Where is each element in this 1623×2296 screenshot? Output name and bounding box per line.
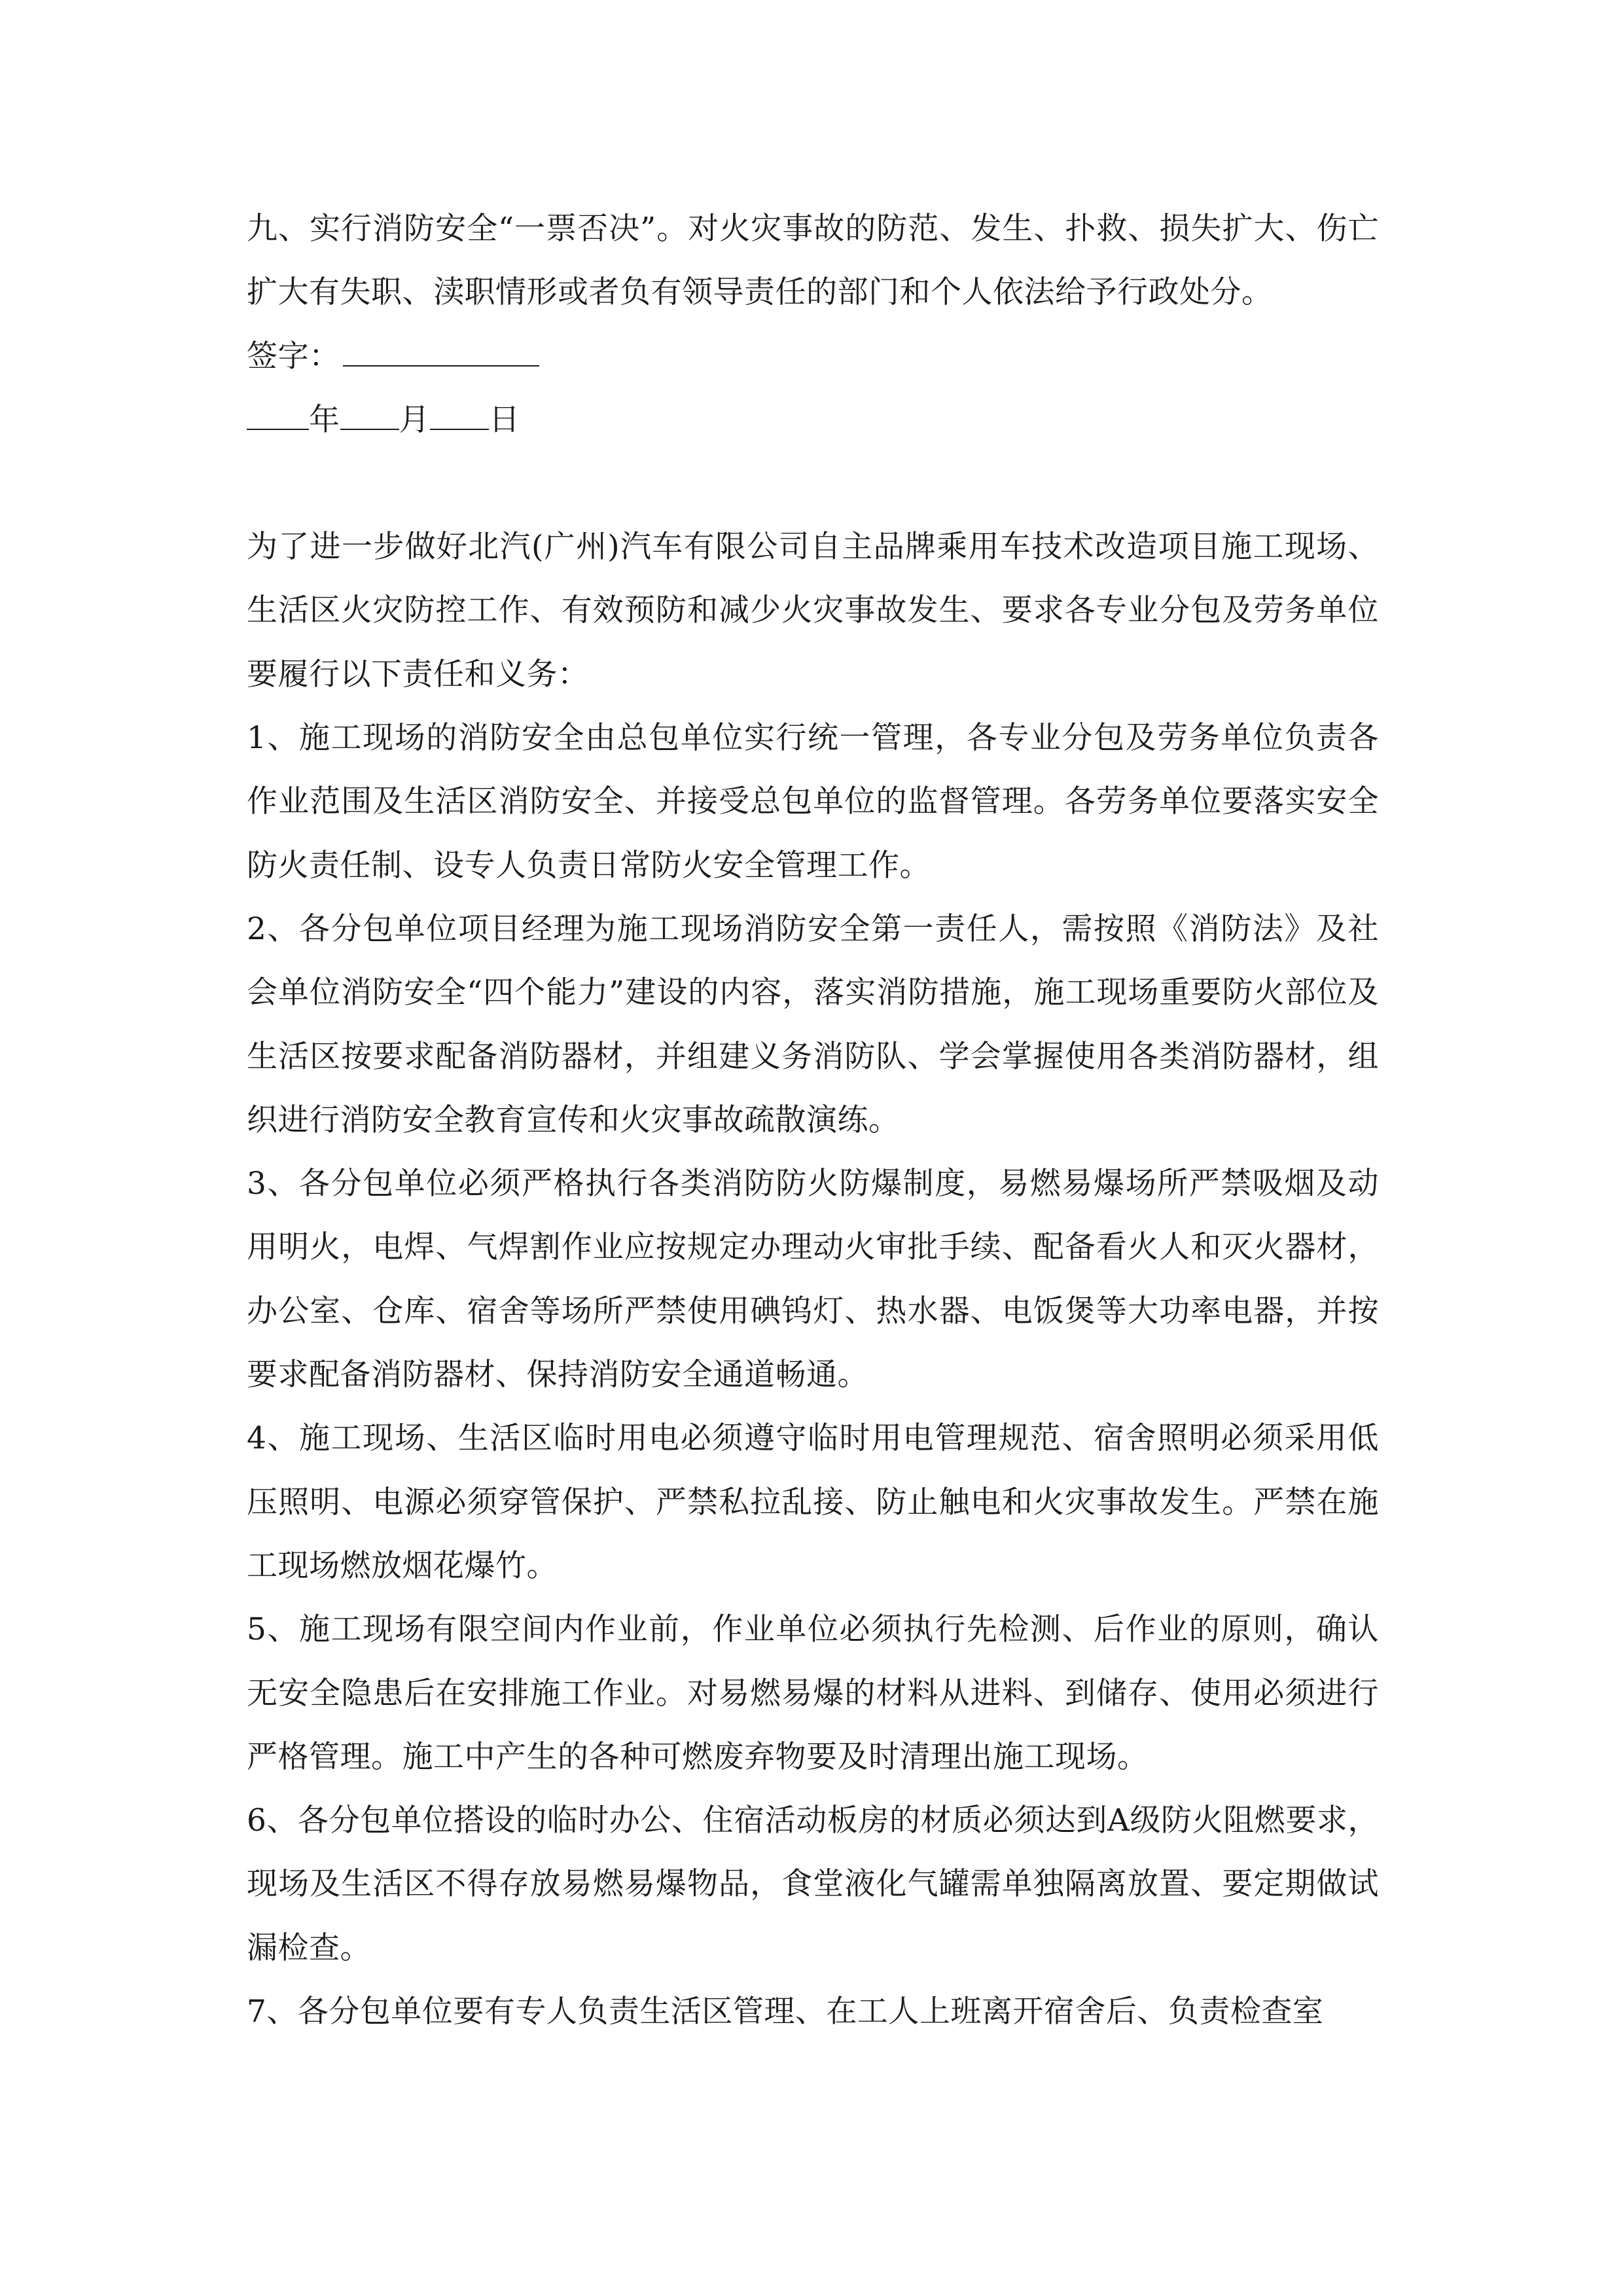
date-line xyxy=(247,388,1379,452)
list-item-4: 4、施工现场、生活区临时用电必须遵守临时用电管理规范、宿舍照明必须采用低压照明、电源必须穿管保护、严禁私拉乱接、防止触电和火灾事故发生。严禁在施工现场燃放烟花爆竹。 xyxy=(247,1420,1379,1584)
list-item-5: 5、施工现场有限空间内作业前，作业单位必须执行先检测、后作业的原则，确认无安全隐患后在安排施工作业。对易燃易爆的材料从进料、到储存、使用必须进行严格管理。施工中产生的各种可燃废弃物要及时清理出施工现场。 xyxy=(247,1611,1379,1775)
list-item-2: 2、各分包单位项目经理为施工现场消防安全第一责任人，需按照《消防法》及社会单位消防安全“四个能力”建设的内容，落实消防措施，施工现场重要防火部位及生活区按要求配备消防器材，并组建义务消防队、学会掌握使用各类消防器材，组织进行消防安全教育宣传和火灾事故疏散演练。 xyxy=(247,910,1379,1138)
list-item-7: 7、各分包单位要有专人负责生活区管理、在工人上班离开宿舍后、负责检查室 xyxy=(247,1994,1324,2030)
year-label: 年 xyxy=(309,401,340,438)
signature-line xyxy=(247,325,1379,388)
day-blank[interactable] xyxy=(430,400,489,430)
list-item-3: 3、各分包单位必须严格执行各类消防防火防爆制度，易燃易爆场所严禁吸烟及动用明火，电焊、气焊割作业应按规定办理动火审批手续、配备看火人和灭火器材，办公室、仓库、宿舍等场所严禁使用碘钨灯、热水器、电饭煲等大功率电器，并按要求配备消防器材、保持消防安全通道畅通。 xyxy=(247,1166,1379,1393)
signature-blank[interactable] xyxy=(343,336,539,367)
document-body xyxy=(247,197,1379,2043)
item-9-paragraph: 九、实行消防安全“一票否决”。对火灾事故的防范、发生、扑救、损失扩大、伤亡扩大有失职、渎职情形或者负有领导责任的部门和个人依法给予行政处分。 xyxy=(247,211,1379,311)
year-blank[interactable] xyxy=(247,400,309,430)
signature-label: 签字： xyxy=(247,338,340,374)
month-blank[interactable] xyxy=(340,400,399,430)
list-item-6: 6、各分包单位搭设的临时办公、住宿活动板房的材质必须达到A级防火阻燃要求，现场及生活区不得存放易燃易爆物品，食堂液化气罐需单独隔离放置、要定期做试漏检查。 xyxy=(247,1803,1379,1966)
day-label: 日 xyxy=(489,401,520,438)
list-item-1: 1、施工现场的消防安全由总包单位实行统一管理，各专业分包及劳务单位负责各作业范围及生活区消防安全、并接受总包单位的监督管理。各劳务单位要落实安全防火责任制、设专人负责日常防火安全管理工作。 xyxy=(247,720,1379,884)
intro-paragraph: 为了进一步做好北汽(广州)汽车有限公司自主品牌乘用车技术改造项目施工现场、生活区火灾防控工作、有效预防和减少火灾事故发生、要求各专业分包及劳务单位要履行以下责任和义务： xyxy=(247,529,1379,692)
section-gap xyxy=(247,452,1379,515)
month-label: 月 xyxy=(399,401,430,438)
